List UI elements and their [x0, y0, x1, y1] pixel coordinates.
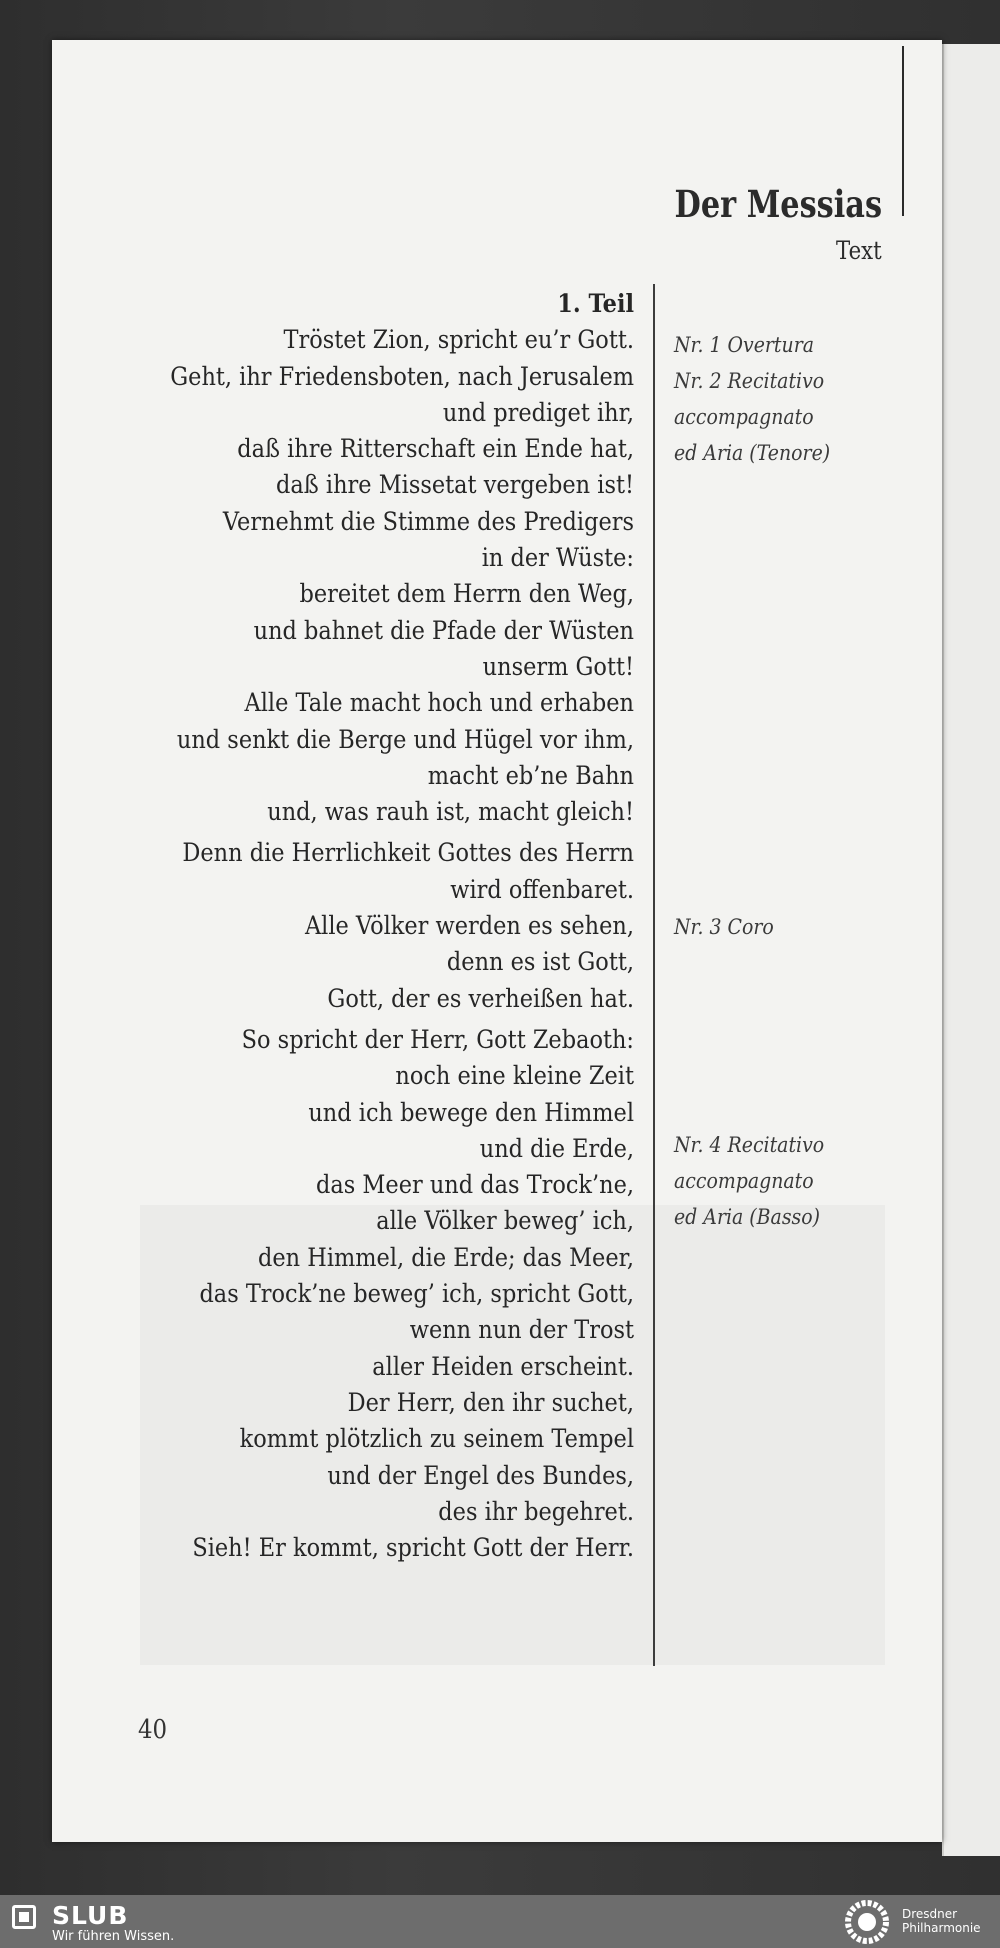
libretto-line: und senkt die Berge und Hügel vor ihm,: [176, 724, 634, 755]
libretto-line: Denn die Herrlichkeit Gottes des Herrn: [182, 838, 634, 869]
libretto-line: und prediget ihr,: [442, 397, 634, 428]
movement-note-group: [674, 909, 924, 945]
page-fold-line: [902, 46, 904, 216]
column-divider: [653, 284, 655, 1666]
libretto-line: wenn nun der Trost: [409, 1315, 634, 1346]
libretto-line: das Meer und das Trock’ne,: [316, 1170, 634, 1201]
libretto-line: und, was rauh ist, macht gleich!: [267, 797, 634, 828]
philharmonie-name-line1: Dresdner: [902, 1907, 958, 1921]
movement-note-line: accompagnato: [674, 405, 814, 429]
slub-tagline: Wir führen Wissen.: [52, 1929, 175, 1944]
libretto-line: Der Herr, den ihr suchet,: [347, 1387, 634, 1418]
libretto-line: daß ihre Missetat vergeben ist!: [276, 470, 634, 501]
next-page-edge: [942, 44, 1000, 1856]
movement-note-line: Nr. 3 Coro: [674, 915, 774, 939]
libretto-text: [74, 286, 634, 1566]
libretto-line: wird offenbaret.: [450, 874, 634, 905]
movement-note-line: accompagnato: [674, 1169, 814, 1193]
philharmonie-logo-icon: [842, 1900, 892, 1944]
libretto-line: das Trock’ne beweg’ ich, spricht Gott,: [199, 1279, 634, 1310]
libretto-line: in der Wüste:: [481, 543, 634, 574]
libretto-line: Gott, der es verheißen hat.: [327, 983, 634, 1014]
movement-note-group: [674, 1127, 924, 1235]
libretto-line: Vernehmt die Stimme des Predigers: [222, 506, 634, 537]
footer-bar: [0, 1895, 1000, 1948]
libretto-line: macht eb’ne Bahn: [427, 760, 634, 791]
libretto-line: daß ihre Ritterschaft ein Ende hat,: [237, 434, 634, 465]
page-number: 40: [138, 1715, 168, 1745]
libretto-line: denn es ist Gott,: [446, 947, 634, 978]
page-subtitle: Text: [836, 236, 882, 265]
libretto-line: alle Völker beweg’ ich,: [376, 1206, 634, 1237]
libretto-line: Alle Völker werden es sehen,: [304, 911, 634, 942]
movement-note-line: Nr. 1 Overtura: [674, 333, 815, 357]
libretto-line: und bahnet die Pfade der Wüsten: [253, 615, 635, 646]
libretto-line: Tröstet Zion, spricht eu’r Gott.: [283, 325, 634, 356]
slub-name: SLUB: [52, 1901, 129, 1930]
section-heading: 1. Teil: [557, 289, 634, 319]
libretto-line: So spricht der Herr, Gott Zebaoth:: [241, 1024, 634, 1055]
libretto-line: noch eine kleine Zeit: [395, 1061, 634, 1092]
libretto-line: und die Erde,: [479, 1133, 634, 1164]
movement-note-line: Nr. 4 Recitativo: [674, 1133, 825, 1157]
libretto-line: unserm Gott!: [482, 651, 634, 682]
libretto-line: bereitet dem Herrn den Weg,: [299, 579, 634, 610]
libretto-line: aller Heiden erscheint.: [372, 1351, 634, 1382]
libretto-line: den Himmel, die Erde; das Meer,: [258, 1242, 634, 1273]
libretto-line: des ihr begehret.: [438, 1496, 634, 1527]
libretto-line: und ich bewege den Himmel: [308, 1097, 634, 1128]
slub-logo-icon: [12, 1905, 36, 1929]
movement-note-line: ed Aria (Tenore): [674, 441, 831, 465]
libretto-line: und der Engel des Bundes,: [327, 1460, 634, 1491]
philharmonie-name-line2: Philharmonie: [902, 1921, 981, 1935]
libretto-line: Sieh! Er kommt, spricht Gott der Herr.: [192, 1533, 635, 1564]
movement-note-line: Nr. 2 Recitativo: [674, 369, 825, 393]
movement-note-group: [674, 327, 924, 471]
page-title: Der Messias: [674, 182, 882, 226]
philharmonie-name: [902, 1907, 981, 1935]
libretto-line: kommt plötzlich zu seinem Tempel: [239, 1424, 634, 1455]
libretto-line: Geht, ihr Friedensboten, nach Jerusalem: [170, 361, 634, 392]
movement-note-line: ed Aria (Basso): [674, 1205, 820, 1229]
libretto-line: Alle Tale macht hoch und erhaben: [244, 688, 634, 719]
